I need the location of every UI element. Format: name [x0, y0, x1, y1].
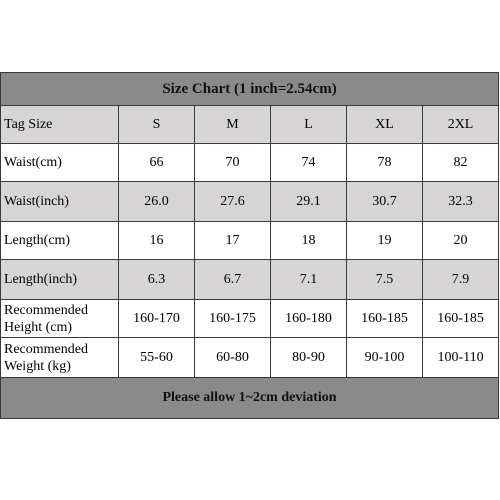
table-row: [1, 144, 499, 182]
table-cell: 19: [347, 222, 423, 260]
deviation-note: Please allow 1~2cm deviation: [1, 378, 499, 419]
title-row: [1, 73, 499, 106]
table-cell: 160-175: [195, 300, 271, 338]
table-cell: 30.7: [347, 182, 423, 222]
table-cell: 160-170: [119, 300, 195, 338]
table-cell: 7.1: [271, 260, 347, 300]
chart-title: Size Chart (1 inch=2.54cm): [1, 73, 499, 106]
table-cell: 7.5: [347, 260, 423, 300]
table-cell: 100-110: [423, 338, 499, 378]
table-row: [1, 222, 499, 260]
table-cell: 80-90: [271, 338, 347, 378]
table-cell: 160-185: [423, 300, 499, 338]
table-row: [1, 300, 499, 338]
table-cell: 2XL: [423, 106, 499, 144]
table-cell: 29.1: [271, 182, 347, 222]
table-cell: M: [195, 106, 271, 144]
footer-row: [1, 378, 499, 419]
table-cell: 6.3: [119, 260, 195, 300]
table-cell: 66: [119, 144, 195, 182]
row-label: Tag Size: [1, 106, 119, 144]
row-label: Recommended Weight (kg): [1, 338, 119, 378]
table-cell: 60-80: [195, 338, 271, 378]
table-cell: 90-100: [347, 338, 423, 378]
table-cell: 6.7: [195, 260, 271, 300]
table-cell: 82: [423, 144, 499, 182]
table-cell: L: [271, 106, 347, 144]
table-cell: 16: [119, 222, 195, 260]
table-row: [1, 106, 499, 144]
size-chart-table: [0, 72, 499, 419]
row-label: Length(inch): [1, 260, 119, 300]
table-cell: 160-185: [347, 300, 423, 338]
table-cell: 32.3: [423, 182, 499, 222]
table-cell: XL: [347, 106, 423, 144]
table-cell: 55-60: [119, 338, 195, 378]
row-label: Waist(cm): [1, 144, 119, 182]
table-cell: 26.0: [119, 182, 195, 222]
table-cell: 74: [271, 144, 347, 182]
row-label: Recommended Height (cm): [1, 300, 119, 338]
table-cell: 7.9: [423, 260, 499, 300]
table-row: [1, 182, 499, 222]
table-cell: 160-180: [271, 300, 347, 338]
table-cell: 78: [347, 144, 423, 182]
table-cell: S: [119, 106, 195, 144]
table-cell: 17: [195, 222, 271, 260]
table-cell: 18: [271, 222, 347, 260]
row-label: Waist(inch): [1, 182, 119, 222]
row-label: Length(cm): [1, 222, 119, 260]
table-cell: 27.6: [195, 182, 271, 222]
table-cell: 20: [423, 222, 499, 260]
table-row: [1, 260, 499, 300]
table-row: [1, 338, 499, 378]
table-cell: 70: [195, 144, 271, 182]
